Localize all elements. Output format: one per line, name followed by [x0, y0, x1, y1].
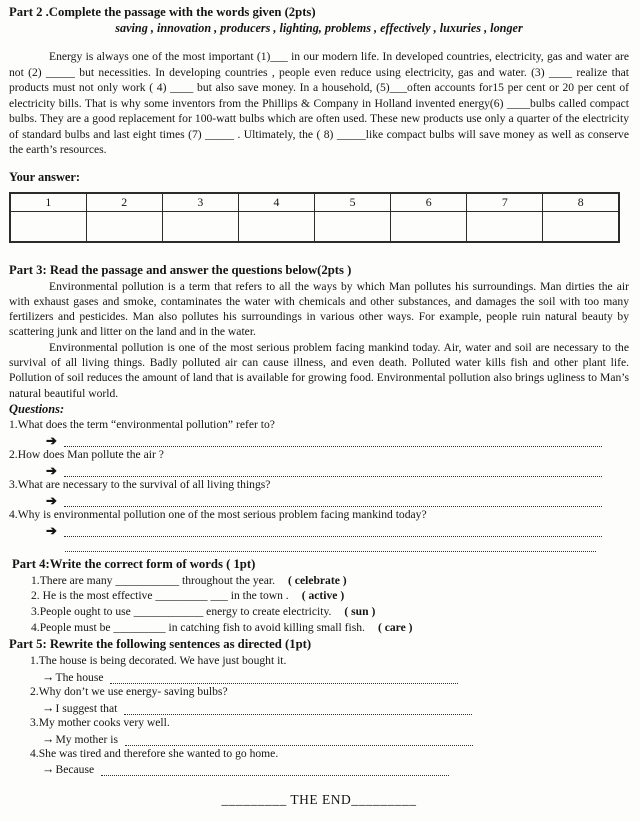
part5-answer-line-2 [42, 699, 629, 714]
dotted-answer-line [64, 464, 602, 477]
part3-answer-line-2 [46, 462, 602, 477]
part4-item-1 [31, 573, 629, 589]
part5-answer-line-1 [42, 669, 629, 684]
dotted-answer-line [64, 434, 602, 447]
arrow-right-icon: → [42, 670, 55, 685]
answer-table-header-cell: 4 [238, 193, 314, 212]
answer-table-header-cell: 2 [86, 193, 162, 212]
part3-answer-line-4 [46, 522, 602, 537]
part3-answer-line-1 [46, 432, 602, 447]
part2-passage: Energy is always one of the most important (1)___ in our modern life. In developed countries, electricity, gas and water are not (2) _____ but necessities. In developing countries , people even reduce using electricity, gas and water. (3) ____ realize that products must not only work ( 4) ____ but also save money. In a household, (5)___often accounts for15 per cent or 20 per cent of electricity bills. That is why some inventors from the Phillips & Company in Holland invented energy(6) ____bulbs called compact bulbs. They are a good replacement for 100-watt bulbs which are often used. These new products use only a quarter of the electricity of standard bulbs and last eight times (7) _____ . Ultimately, the ( 8) _____like compact bulbs will save money as well as conserve the earth’s resources. [9, 50, 629, 156]
part5-answer-prompt: My mother is [55, 732, 121, 746]
answer-cell [391, 211, 467, 242]
dotted-answer-line [65, 539, 596, 552]
your-answer-label: Your answer: [9, 169, 81, 184]
the-end-label: _________ THE END_________ [221, 792, 417, 808]
part4-item-text: 4.People must be _________ in catching fish to avoid killing small fish. [31, 620, 365, 634]
part4-item-hint: ( care ) [377, 620, 413, 634]
answer-table-header-cell: 6 [391, 193, 467, 212]
answer-cell [10, 211, 86, 242]
answer-table-header-cell: 5 [315, 193, 391, 212]
answer-table-header-cell: 1 [10, 193, 86, 212]
arrow-right-icon: ➔ [46, 492, 57, 508]
part4-item-4 [31, 620, 629, 636]
arrow-right-icon: ➔ [46, 432, 57, 448]
part4-item-3 [31, 604, 629, 620]
answer-cell [162, 211, 238, 242]
answer-table-blank-row [10, 211, 619, 242]
arrow-right-icon: → [42, 731, 55, 746]
part3-paragraph-1: Environmental pollution is a term that refers to all the ways by which Man pollutes his surroundings. Man dirties the air with exhaust gases and smoke, contaminates the water with chemicals and other substances, and damages the soil with too many fertilizers and pesticides. Man also pollutes his surroundings in various other ways. For example, people ruin natural beauty by scattering junk and litter on the land and in the water. [9, 279, 629, 339]
part5-sentence-2: 2.Why don’t we use energy- saving bulbs? [30, 685, 228, 699]
part4-item-hint: ( sun ) [344, 605, 376, 619]
part3-question-1: 1.What does the term “environmental pollution” refer to? [9, 417, 275, 431]
answer-table-header-cell: 3 [162, 193, 238, 212]
arrow-right-icon: ➔ [46, 462, 57, 478]
part5-sentence-1: 1.The house is being decorated. We have just bought it. [30, 654, 287, 668]
part2-heading: Part 2 .Complete the passage with the words given (2pts) [9, 5, 316, 19]
arrow-right-icon: → [42, 762, 55, 777]
dotted-answer-line [110, 671, 458, 684]
answer-cell [315, 211, 391, 242]
part4-item-2 [31, 588, 629, 604]
part3-question-4: 4.Why is environmental pollution one of the most serious problem facing mankind today? [9, 507, 427, 521]
dotted-answer-line [101, 763, 449, 776]
answer-cell [86, 211, 162, 242]
part2-word-bank: saving , innovation , producers , lighting, problems , effectively , luxuries , longer [115, 21, 523, 35]
dotted-answer-line [124, 702, 472, 715]
dotted-answer-line [64, 494, 602, 507]
part3-paragraph-2: Environmental pollution is one of the most serious problem facing mankind today. Air, water and soil are necessary to the survival of all living things. Badly polluted air can cause illness, and even death. Polluted water kills fish and other plant life. Pollution of soil reduces the amount of land that is available for growing food. Environmental pollution also brings ugliness to Man’s natural beautiful world. [9, 340, 629, 400]
part4-heading: Part 4:Write the correct form of words ( 1pt) [12, 556, 256, 571]
part5-answer-prompt: I suggest that [55, 701, 121, 715]
part3-heading: Part 3: Read the passage and answer the questions below(2pts ) [9, 262, 352, 277]
answer-table-header-cell: 8 [543, 193, 619, 212]
part3-question-3: 3.What are necessary to the survival of all living things? [9, 477, 271, 491]
part4-item-hint: ( celebrate ) [288, 573, 347, 587]
part5-answer-line-3 [42, 730, 629, 745]
part4-item-text: 2. He is the most effective _________ ___ in the town . [31, 589, 289, 603]
arrow-right-icon: → [42, 700, 55, 715]
answer-table-header-row [10, 193, 619, 212]
dotted-answer-line [125, 733, 473, 746]
answer-cell [543, 211, 619, 242]
answer-table-header-cell: 7 [467, 193, 543, 212]
answer-cell [467, 211, 543, 242]
arrow-right-icon: ➔ [46, 522, 57, 538]
part5-answer-prompt: Because [55, 763, 98, 777]
part5-answer-line-4 [42, 761, 629, 776]
part4-item-text: 3.People ought to use ____________ energy to create electricity. [31, 605, 332, 619]
part4-item-hint: ( active ) [301, 589, 345, 603]
part3-question-2: 2.How does Man pollute the air ? [9, 447, 164, 461]
answer-table [9, 192, 620, 243]
part5-sentence-3: 3.My mother cooks very well. [30, 715, 170, 729]
part5-heading: Part 5: Rewrite the following sentences as directed (1pt) [9, 637, 312, 652]
part5-sentence-4: 4.She was tired and therefore she wanted to go home. [30, 746, 279, 760]
answer-cell [238, 211, 314, 242]
questions-label: Questions: [9, 401, 65, 416]
part3-answer-line-3 [46, 492, 602, 507]
part5-answer-prompt: The house [55, 671, 107, 685]
part3-answer-line-4-continued [65, 537, 596, 552]
dotted-answer-line [64, 524, 602, 537]
part4-item-text: 1.There are many ___________ throughout the year. [31, 573, 276, 587]
